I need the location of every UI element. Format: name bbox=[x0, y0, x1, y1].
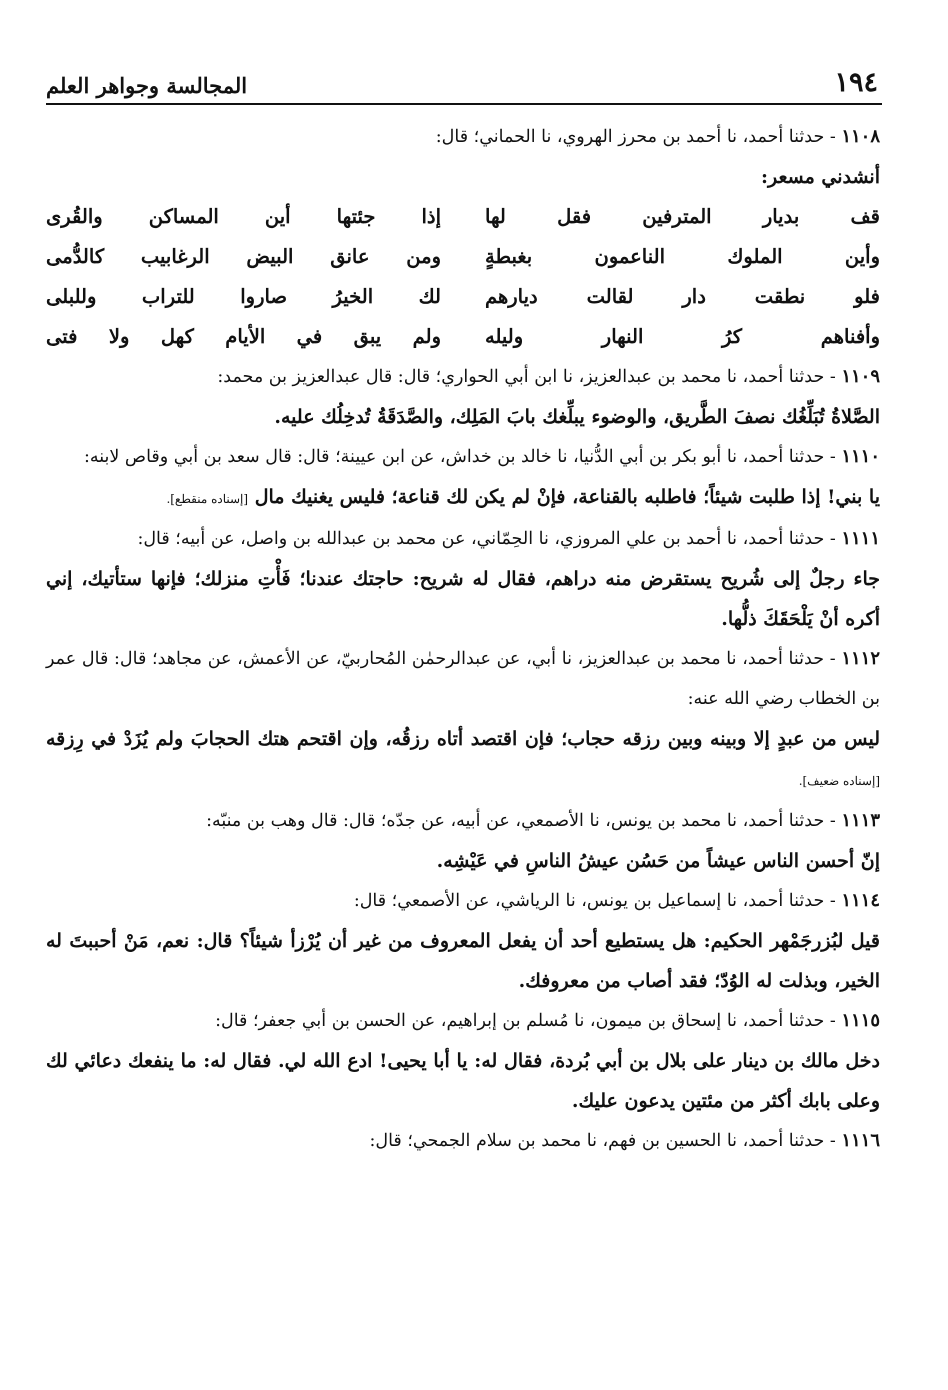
entry-number: ١١٠٨ bbox=[841, 126, 880, 147]
entry-number: ١١١٣ bbox=[841, 810, 880, 831]
entry-number: ١١١٠ bbox=[841, 446, 880, 467]
entry-isnad: ١١١٦ - حدثنا أحمد، نا الحسين بن فهم، نا محمد بن سلام الجمحي؛ قال: bbox=[369, 1130, 880, 1151]
entry-number: ١١١٤ bbox=[841, 890, 880, 911]
poem-verse bbox=[46, 197, 880, 237]
entry-isnad: ١١١٥ - حدثنا أحمد، نا إسحاق بن ميمون، نا مُسلم بن إبراهيم، عن الحسن بن أبي جعفر؛ قال: bbox=[215, 1010, 880, 1031]
entry-isnad: ١١٠٩ - حدثنا أحمد، نا محمد بن عبدالعزيز، نا ابن أبي الحواري؛ قال: قال عبدالعزيز بن محمد: bbox=[217, 366, 880, 387]
verse-first-hemistich: قف بديار المترفين فقل لها bbox=[485, 205, 880, 228]
poem bbox=[46, 197, 880, 357]
entry-text: قيل لبُزرجَمْهر الحكيم: هل يستطيع أحد أن يفعل المعروف من غير أن يُرْزأ شيئاً؟ قال: نعم، مَنْ أحببتَ له الخير، وبذلت له الوُدّ؛ فقد أصاب من معروفك. bbox=[46, 930, 880, 992]
entry-number: ١١٠٩ bbox=[841, 366, 880, 387]
book-title: المجالسة وجواهر العلم bbox=[46, 73, 248, 98]
entry-number: ١١١٥ bbox=[841, 1010, 880, 1031]
entry-isnad: ١١١٢ - حدثنا أحمد، نا محمد بن عبدالعزيز، نا أبي، عن عبدالرحمٰن المُحاربيّ، عن الأعمش، عن مجاهد؛ قال: قال عمر بن الخطاب رضي الله عنه: bbox=[46, 648, 880, 709]
isnad-note: [إسناده ضعيف]. bbox=[798, 774, 880, 788]
poem-verse bbox=[46, 237, 880, 277]
entry-number: ١١١٢ bbox=[841, 648, 880, 669]
entry-isnad: ١١١٤ - حدثنا أحمد، نا إسماعيل بن يونس، نا الرياشي، عن الأصمعي؛ قال: bbox=[353, 890, 880, 911]
verse-first-hemistich: وأين الملوك الناعمون بغبطةٍ bbox=[485, 245, 880, 268]
isnad-note: [إسناده منقطع]. bbox=[166, 492, 249, 506]
poem-verse bbox=[46, 317, 880, 357]
header-rule bbox=[46, 103, 882, 105]
page-body bbox=[46, 117, 880, 1161]
entry-number: ١١١٦ bbox=[841, 1130, 880, 1151]
verse-first-hemistich: وأفناهم كرُ النهار وليله bbox=[485, 325, 880, 348]
entry-number: ١١١١ bbox=[841, 528, 880, 549]
entry-text: جاء رجلٌ إلى شُريح يستقرض منه دراهم، فقال له شريح: حاجتك عندنا؛ فَأْتِ منزلك؛ فإنها ستأتيك، إني أكره أنْ يَلْحَقَكَ ذلُّها. bbox=[46, 568, 880, 630]
verse-intro: أنشدني مسعر: bbox=[760, 166, 880, 188]
entry-text: يا بني! إذا طلبت شيئاً؛ فاطلبه بالقناعة، فإنْ لم يكن لك قناعة؛ فليس يغنيك مال [إسناده منقطع]. bbox=[166, 486, 880, 508]
entry-isnad: ١١١١ - حدثنا أحمد، نا أحمد بن علي المروزي، نا الحِمّاني، عن محمد بن عبدالله بن واصل، عن أبيه؛ قال: bbox=[137, 528, 880, 549]
entry-text: إنّ أحسن الناس عيشاً من حَسُن عيشُ الناسِ في عَيْشِه. bbox=[436, 850, 880, 872]
entry-isnad: ١١١٣ - حدثنا أحمد، نا محمد بن يونس، نا الأصمعي، عن أبيه، عن جدّه؛ قال: قال وهب بن منبّه: bbox=[206, 810, 880, 831]
entry-text: الصَّلاةُ تُبَلِّغُك نصفَ الطَّريق، والوضوء يبلِّغك بابَ المَلِك، والصَّدَقَةُ تُدخِلُك عليه. bbox=[274, 406, 880, 428]
entry-text: دخل مالك بن دينار على بلال بن أبي بُردة، فقال له: يا أبا يحيى! ادع الله لي. فقال له: ما ينفعك دعائي لك وعلى بابك أكثر من مئتين يدعون عليك. bbox=[46, 1050, 880, 1112]
verse-second-hemistich: إذا جئتها أين المساكن والقُرى bbox=[46, 205, 441, 228]
entry-text: ليس من عبدٍ إلا وبينه وبين رزقه حجاب؛ فإن اقتصد أتاه رزقُه، وإن اقتحم هتك الحجابَ ولم يُزَدْ في رِزقه [إسناده ضعيف]. bbox=[46, 728, 880, 788]
verse-second-hemistich: ومن عانق البيض الرغابيب كالدُّمى bbox=[46, 245, 441, 268]
page-number: ١٩٤ bbox=[834, 67, 878, 98]
page-header bbox=[46, 58, 878, 98]
poem-verse bbox=[46, 277, 880, 317]
verse-second-hemistich: ولم يبق في الأيام كهل ولا فتى bbox=[46, 325, 441, 348]
verse-second-hemistich: لك الخيرُ صاروا للتراب وللبلى bbox=[46, 285, 441, 308]
verse-first-hemistich: فلو نطقت دار لقالت ديارهم bbox=[485, 285, 880, 308]
entry-isnad: ١١١٠ - حدثنا أحمد، نا أبو بكر بن أبي الدُّنيا، نا خالد بن خداش، عن ابن عيينة؛ قال: قال سعد بن أبي وقاص لابنه: bbox=[83, 446, 880, 467]
entry-isnad: ١١٠٨ - حدثنا أحمد، نا أحمد بن محرز الهروي، نا الحماني؛ قال: bbox=[435, 126, 880, 147]
